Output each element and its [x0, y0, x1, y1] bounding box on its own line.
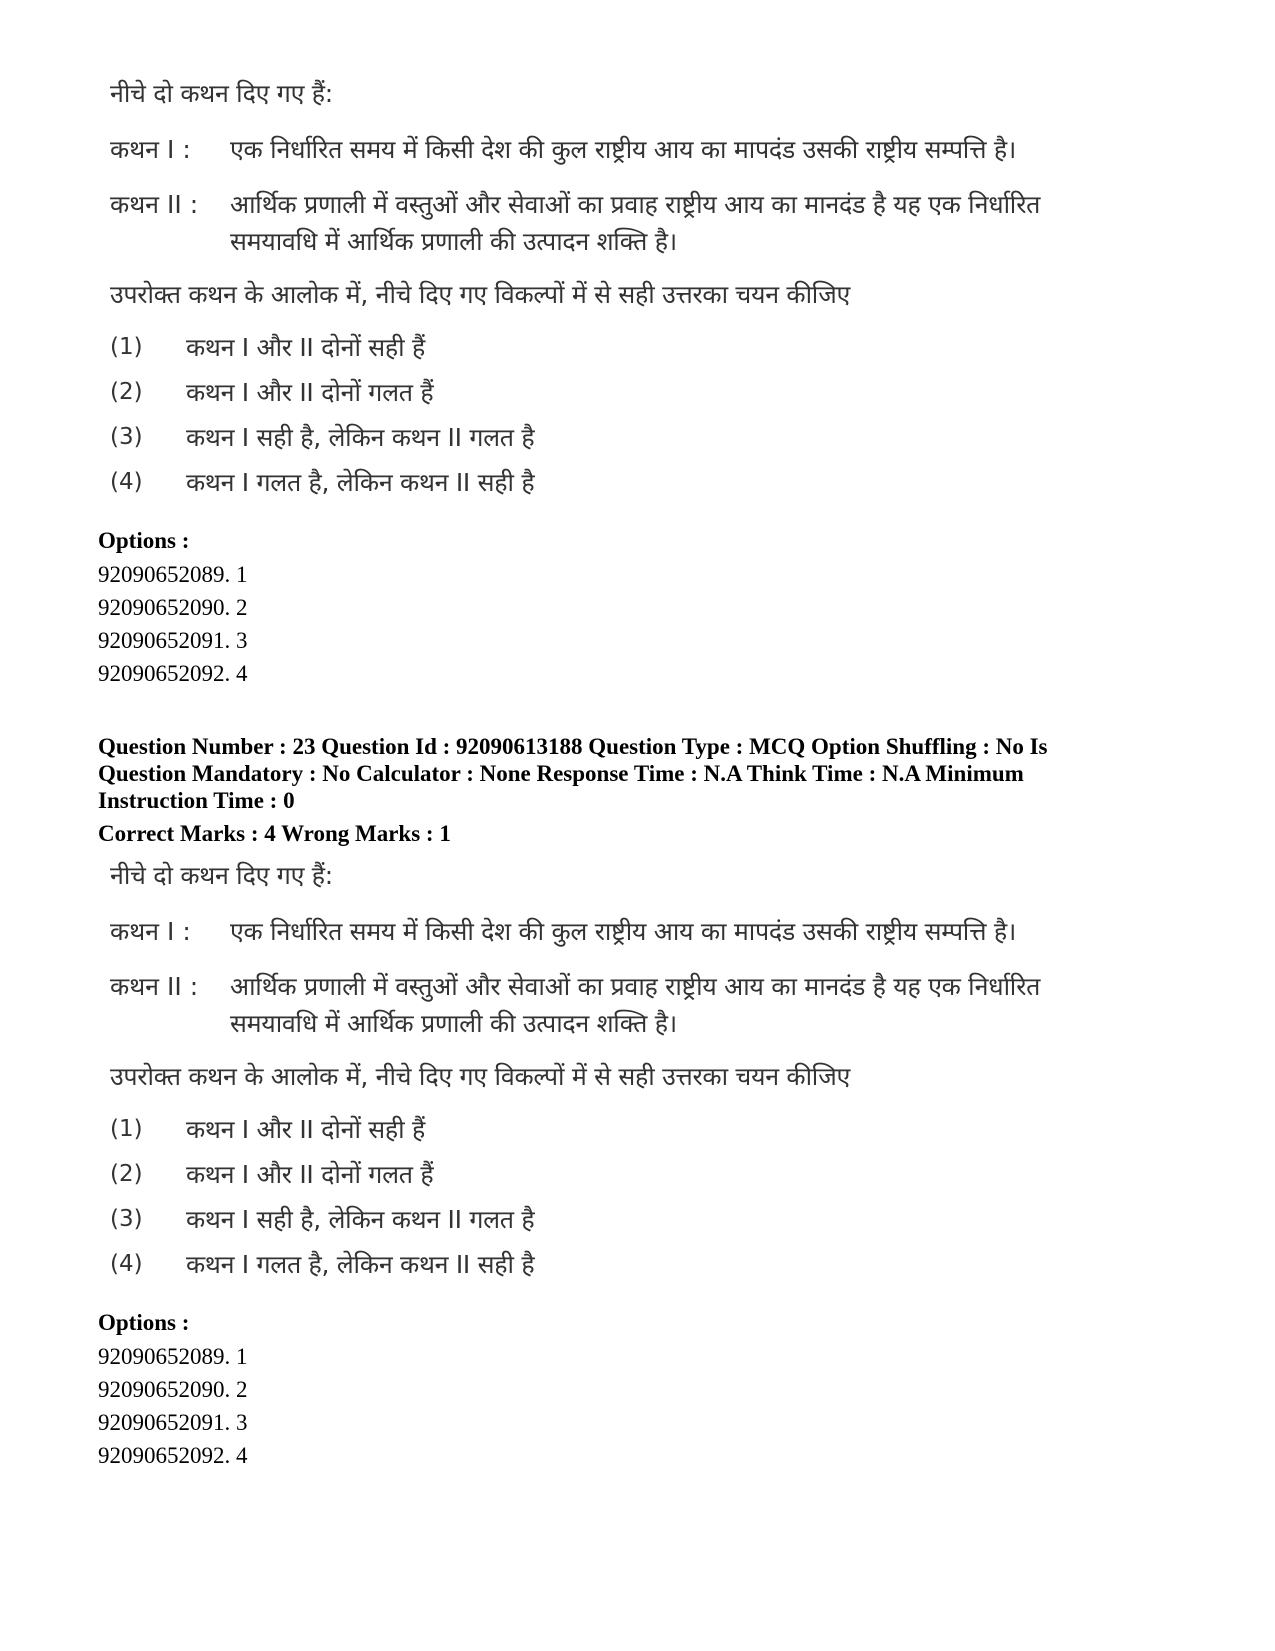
- statement-1-label: कथन I :: [110, 917, 191, 946]
- option-item: 92090652091. 3: [98, 1410, 248, 1435]
- choice-number: (4): [110, 469, 143, 495]
- options-label: Options :: [98, 1310, 190, 1335]
- option-item: 92090652090. 2: [98, 1377, 248, 1402]
- option-item: 92090652089. 1: [98, 562, 248, 587]
- option-item: 92090652092. 4: [98, 661, 248, 686]
- question-meta-line-1: Question Number : 23 Question Id : 92090613188 Question Type : MCQ Option Shuffling : No Is: [98, 734, 1048, 759]
- question-meta-line-2: Question Mandatory : No Calculator : None Response Time : N.A Think Time : N.A Minimum: [98, 761, 1024, 786]
- choice-number: (1): [110, 1116, 143, 1142]
- question-image-2: [110, 854, 1170, 1294]
- question-image-1: [110, 72, 1170, 512]
- choice-text: कथन I सही है, लेकिन कथन II गलत है: [186, 423, 535, 452]
- choice-number: (1): [110, 334, 143, 360]
- question-intro: नीचे दो कथन दिए गए हैं:: [110, 79, 333, 108]
- question-marks: Correct Marks : 4 Wrong Marks : 1: [98, 821, 451, 846]
- choice-text: कथन I और II दोनों गलत हैं: [186, 378, 434, 407]
- statement-2-label: कथन II :: [110, 972, 199, 1001]
- statement-2-text-line-1: आर्थिक प्रणाली में वस्तुओं और सेवाओं का प्रवाह राष्ट्रीय आय का मानदंड है यह एक निर्धारित: [230, 972, 1041, 1001]
- choice-number: (3): [110, 1206, 143, 1232]
- choice-number: (2): [110, 379, 143, 405]
- option-item: 92090652092. 4: [98, 1443, 248, 1468]
- choice-text: कथन I गलत है, लेकिन कथन II सही है: [186, 468, 535, 497]
- choice-text: कथन I और II दोनों गलत हैं: [186, 1160, 434, 1189]
- question-instruction: उपरोक्त कथन के आलोक में, नीचे दिए गए विकल्पों में से सही उत्तरका चयन कीजिए: [110, 1062, 851, 1091]
- question-intro: नीचे दो कथन दिए गए हैं:: [110, 861, 333, 890]
- statement-2-text-line-2: समयावधि में आर्थिक प्रणाली की उत्पादन शक्ति है।: [230, 1009, 677, 1038]
- choice-text: कथन I सही है, लेकिन कथन II गलत है: [186, 1205, 535, 1234]
- statement-2-text-line-1: आर्थिक प्रणाली में वस्तुओं और सेवाओं का प्रवाह राष्ट्रीय आय का मानदंड है यह एक निर्धारित: [230, 190, 1041, 219]
- choice-number: (2): [110, 1161, 143, 1187]
- statement-1-text: एक निर्धारित समय में किसी देश की कुल राष्ट्रीय आय का मापदंड उसकी राष्ट्रीय सम्पत्ति है।: [230, 135, 1017, 164]
- choice-number: (3): [110, 424, 143, 450]
- choice-text: कथन I और II दोनों सही हैं: [186, 1115, 425, 1144]
- question-meta-line-3: Instruction Time : 0: [98, 788, 295, 813]
- option-item: 92090652091. 3: [98, 628, 248, 653]
- choice-number: (4): [110, 1251, 143, 1277]
- choice-text: कथन I और II दोनों सही हैं: [186, 333, 425, 362]
- statement-1-label: कथन I :: [110, 135, 191, 164]
- statement-2-label: कथन II :: [110, 190, 199, 219]
- choice-text: कथन I गलत है, लेकिन कथन II सही है: [186, 1250, 535, 1279]
- statement-2-text-line-2: समयावधि में आर्थिक प्रणाली की उत्पादन शक्ति है।: [230, 227, 677, 256]
- statement-1-text: एक निर्धारित समय में किसी देश की कुल राष्ट्रीय आय का मापदंड उसकी राष्ट्रीय सम्पत्ति है।: [230, 917, 1017, 946]
- option-item: 92090652090. 2: [98, 595, 248, 620]
- option-item: 92090652089. 1: [98, 1344, 248, 1369]
- options-label: Options :: [98, 528, 190, 553]
- question-instruction: उपरोक्त कथन के आलोक में, नीचे दिए गए विकल्पों में से सही उत्तरका चयन कीजिए: [110, 280, 851, 309]
